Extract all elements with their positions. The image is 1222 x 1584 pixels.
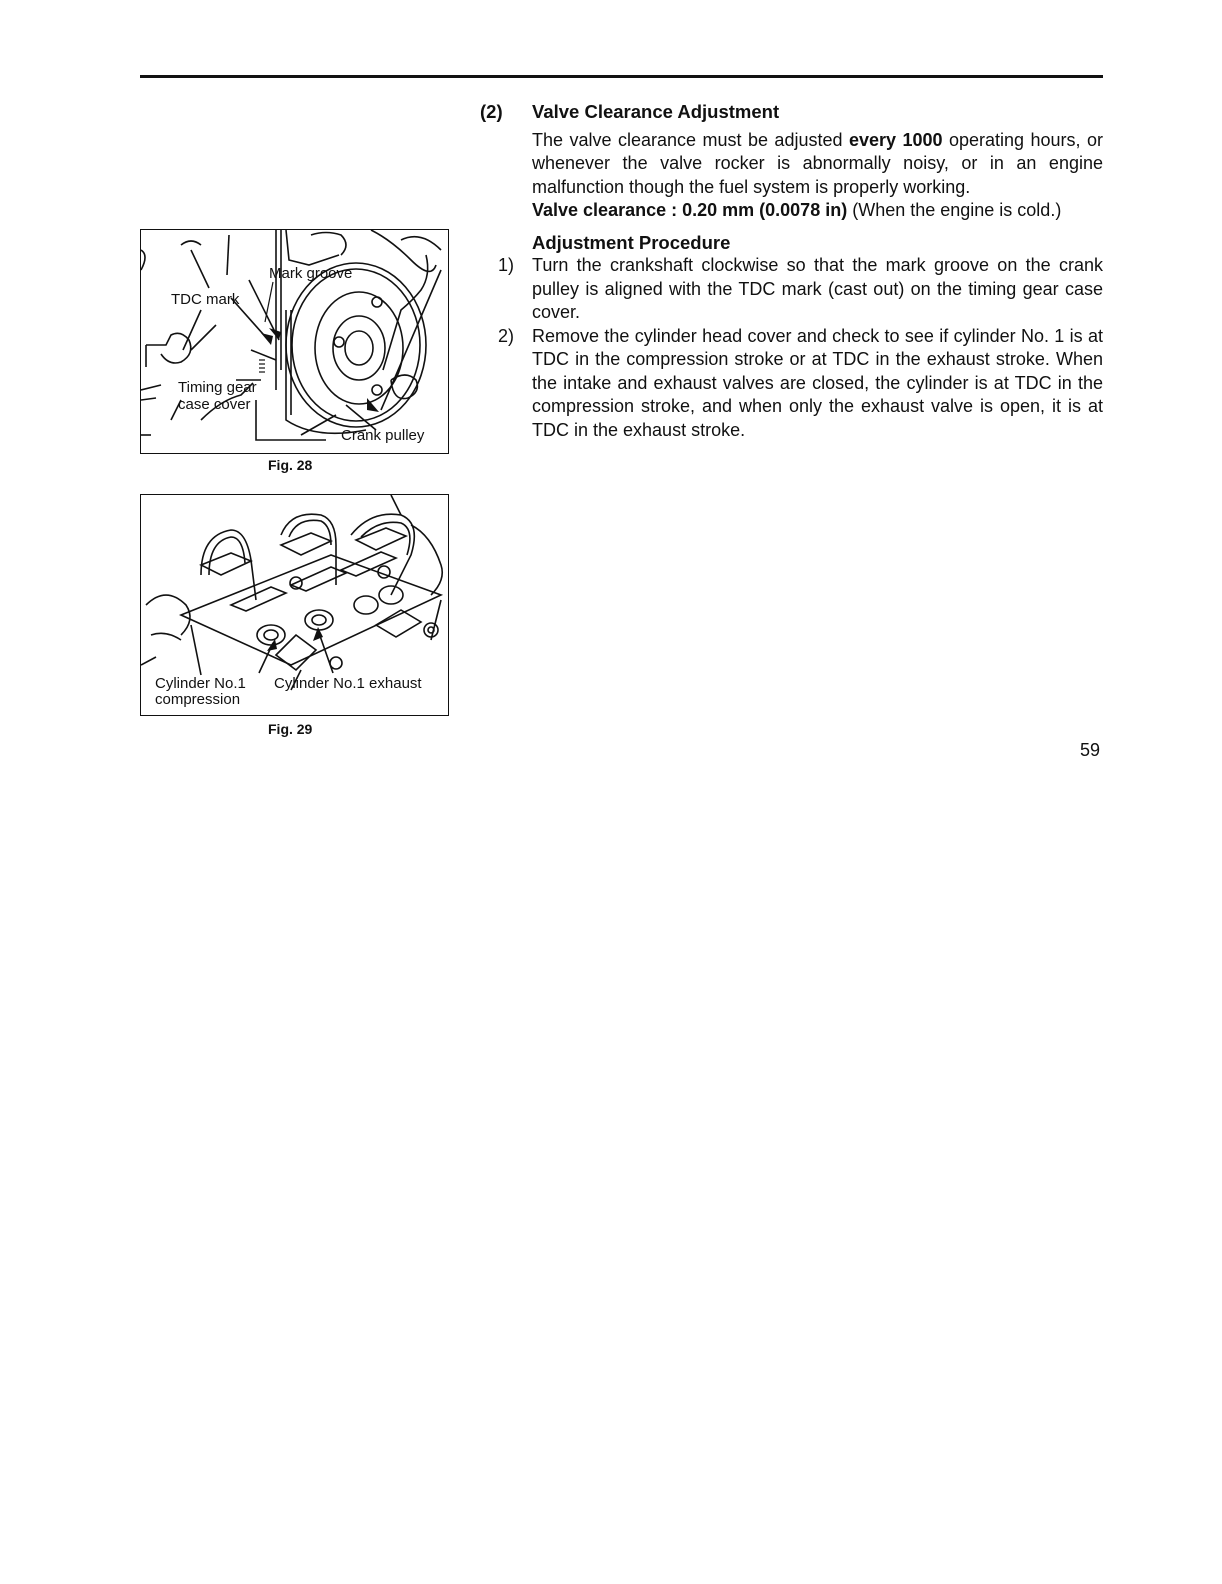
procedure-step: [480, 254, 1103, 325]
step-number: 2): [497, 325, 514, 346]
label-timing-gear: Timing gear: [178, 379, 257, 396]
procedure-heading: Adjustment Procedure: [532, 231, 731, 253]
page-number: 59: [1080, 740, 1101, 760]
label-mark-groove: Mark groove: [269, 265, 353, 282]
figure-28: [140, 229, 449, 454]
clearance-spec: Valve clearance : 0.20 mm (0.0078 in): [532, 200, 848, 220]
label-cylinder-compression-2: compression: [155, 691, 241, 708]
figure-29: [140, 494, 449, 716]
clearance-note: (When the engine is cold.): [847, 200, 1062, 220]
procedure-step: [480, 325, 1103, 443]
label-cylinder-exhaust: Cylinder No.1 exhaust: [274, 675, 422, 692]
section-title: Valve Clearance Adjustment: [532, 101, 780, 122]
step-text: Turn the crankshaft clockwise so that the mark groove on the crank pulley is aligned with the TDC mark (cast out) on the timing gear case cover.: [532, 255, 1103, 322]
label-crank-pulley: Crank pulley: [341, 427, 425, 444]
label-tdc-mark: TDC mark: [171, 291, 240, 308]
intro-paragraph: The valve clearance must be adjusted every 1000 operating hours, or whenever the valve rocker is abnormally noisy, or in an engine malfunction though the fuel system is properly working. Valve clearance : 0.20 mm (0.0078 in) (When the engine is cold.): [532, 129, 1104, 220]
step-text: Remove the cylinder head cover and check to see if cylinder No. 1 is at TDC in the compression stroke or at TDC in the exhaust stroke. When the intake and exhaust valves are closed, the cylinder is at TDC in the compression stroke, and when only the exhaust valve is open, it is at TDC in the exhaust stroke.: [532, 325, 1103, 440]
label-case-cover: case cover: [178, 396, 251, 413]
label-cylinder-compression-1: Cylinder No.1: [155, 675, 246, 692]
fig-29-caption: Fig. 29: [268, 721, 313, 737]
interval-bold: every 1000: [848, 129, 943, 150]
crank-pulley-illustration: [141, 230, 448, 453]
fig-28-caption: Fig. 28: [268, 457, 313, 473]
valve-clearance-section: [480, 100, 1103, 442]
step-number: 1): [497, 255, 514, 275]
section-heading: [480, 100, 1103, 124]
section-number: (2): [480, 101, 503, 122]
header-rule: [140, 75, 1103, 78]
